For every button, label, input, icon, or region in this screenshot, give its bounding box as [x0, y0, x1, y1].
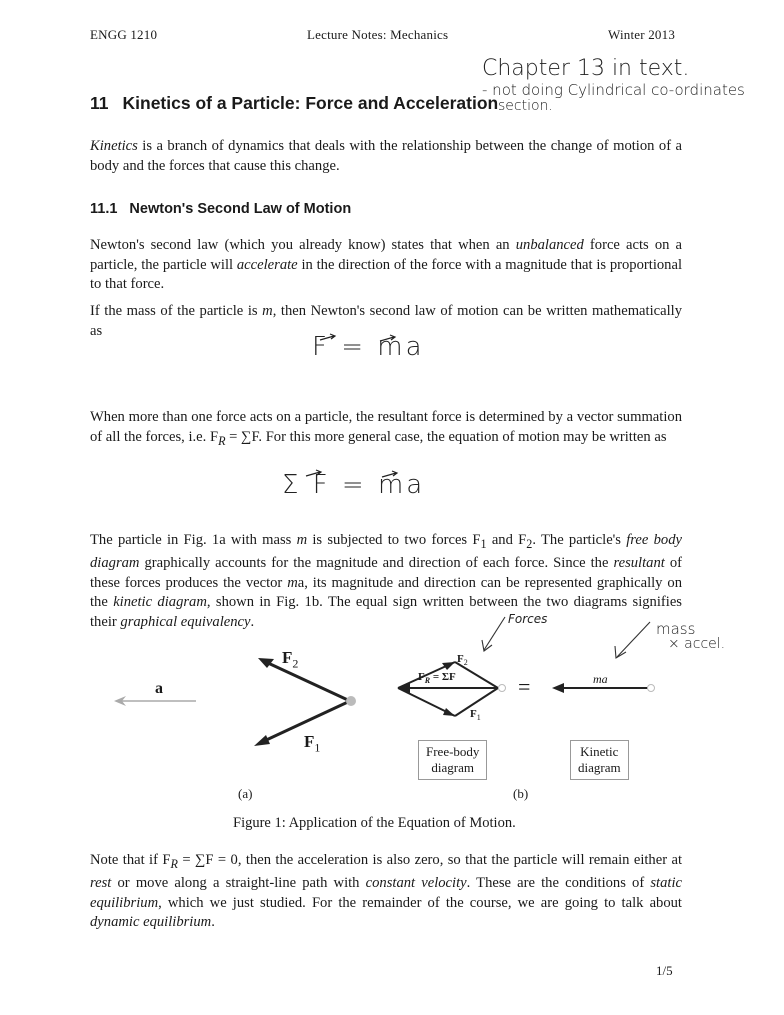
emphasis-free-body-diagram: free body diagram: [90, 532, 682, 572]
subsection-title-text: Newton's Second Law of Motion: [129, 201, 352, 217]
annotation-arrow-mass: [615, 622, 650, 658]
section-title-text: Kinetics of a Particle: Force and Acceleration: [122, 93, 499, 113]
label-f2: [282, 648, 298, 671]
emphasis-kinetic-diagram: kinetic diagram: [113, 594, 207, 611]
subfigure-a-label: (a): [238, 786, 253, 801]
text: . These are the conditions of: [466, 875, 651, 892]
subscript: 1: [314, 740, 321, 755]
force-f1-arrow: [254, 701, 350, 746]
subscript: 2: [526, 536, 533, 551]
text: in the direction of the force with a magnitude that is proportional to that force.: [90, 256, 682, 292]
text: = ∑F. For this more general case, the equation of motion may be written as: [225, 428, 667, 445]
text: , which we just studied. For the remainder of the course, we are going to talk about: [158, 894, 682, 911]
subscript: 2: [292, 656, 299, 671]
text: Note that if F: [90, 852, 171, 868]
fbd-particle: [499, 685, 506, 692]
text: diagram: [431, 760, 475, 775]
handwritten-mass: mass: [656, 620, 696, 638]
text: When more than one force acts on a particle, the resultant force is determined by a vector summation of all the forces, i.e.: [90, 409, 682, 445]
label-fr: [418, 671, 456, 685]
handwritten-note-chapter: Chapter 13 in text.: [482, 56, 690, 81]
text: F: [282, 648, 293, 667]
subscript: 2: [463, 658, 468, 668]
paragraph-equilibrium: [90, 851, 682, 933]
handwritten-forces: Forces: [508, 612, 548, 626]
figure-caption: Figure 1: Application of the Equation of Motion.: [233, 815, 516, 831]
vector-arrows-icon: [304, 468, 414, 482]
subfigure-b-label: (b): [513, 786, 529, 801]
text: of these forces produces the vector: [90, 555, 682, 591]
subscript-r: R: [218, 433, 226, 448]
text: diagram: [578, 760, 621, 775]
text: . The particle's: [532, 532, 627, 548]
header-term: Winter 2013: [608, 27, 676, 42]
subscript-r: R: [170, 856, 178, 871]
intro-paragraph: [90, 137, 682, 176]
text: , shown in Fig. 1b. The equal sign written between the two diagrams signifies their: [90, 594, 682, 630]
handwritten-note-cylindrical: - not doing Cylindrical co-ordinates: [482, 81, 745, 99]
equation-text: F = ma: [312, 332, 425, 362]
variable-m: m: [262, 303, 273, 319]
emphasis-resultant: resultant: [613, 555, 665, 572]
text: .: [250, 613, 255, 630]
label-ma: ma: [593, 672, 608, 686]
force-f2-arrow: [258, 658, 350, 701]
text: Kinetic: [580, 744, 619, 759]
section-number: 11: [90, 93, 109, 113]
text: F: [304, 732, 315, 751]
emphasis-constant-velocity: constant velocity: [365, 875, 467, 892]
subscript: 1: [480, 536, 487, 551]
text: is subjected to two forces F: [307, 532, 481, 548]
subsection-number: 11.1: [90, 201, 118, 217]
text: or move along a straight-line path with: [111, 875, 366, 892]
text: The particle in Fig. 1a with mass: [90, 532, 297, 548]
text: F: [470, 708, 477, 720]
vector-arrows-icon: [318, 332, 398, 346]
kinetic-diagram-label: [570, 740, 629, 780]
figure-1-drawing: [0, 600, 784, 800]
fbd-f1-arrowhead: [443, 708, 455, 716]
free-body-diagram-label: [418, 740, 487, 780]
emphasis-unbalanced: unbalanced: [515, 237, 584, 253]
page-number: 1/5: [656, 963, 673, 978]
emphasis-dynamic-equilibrium: dynamic equilibrium: [90, 914, 212, 931]
particle: [346, 696, 356, 706]
text: , then Newton's second law of motion can be written mathematically as: [90, 303, 683, 339]
text: F: [418, 671, 425, 683]
paragraph-newton-law: [90, 236, 682, 295]
handwritten-accel: × accel.: [668, 636, 726, 652]
emphasis-rest: rest: [90, 875, 112, 892]
text: Newton's second law (which you already know) states that when an: [90, 237, 516, 253]
text: Free-body: [426, 744, 480, 759]
text: force acts on a particle, the particle will: [90, 237, 683, 273]
section-title: [90, 93, 498, 114]
paragraph-resultant: [90, 408, 682, 451]
subsection-title: [90, 201, 351, 217]
header-course: ENGG 1210: [90, 27, 158, 42]
equals-sign: =: [518, 674, 531, 699]
symbol-f: F: [209, 428, 219, 445]
annotation-arrow-forces: [482, 617, 505, 651]
header-title: Lecture Notes: Mechanics: [307, 27, 449, 42]
text: = ∑F = 0, then the acceleration is also zero, so that the particle will remain either at: [177, 852, 682, 868]
equation-text: Σ F = ma: [282, 470, 426, 500]
text: graphically accounts for the magnitude and direction of each force. Since the: [139, 555, 614, 572]
text: If the mass of the particle is: [90, 303, 263, 319]
emphasis-graphical-equivalency: graphical equivalency: [120, 613, 251, 630]
label-a: a: [155, 680, 163, 697]
text: = ΣF: [430, 671, 456, 683]
intro-text: is a branch of dynamics that deals with the relationship between the change of motion of a body and the forces that cause this change.: [90, 138, 682, 174]
term-kinetics: Kinetics: [90, 138, 138, 154]
text: F: [457, 653, 464, 665]
label-fbd-f1: [470, 708, 481, 722]
text: .: [211, 914, 215, 931]
variable-m: m: [296, 532, 308, 548]
text: and F: [486, 532, 527, 548]
text: a, its magnitude and direction can be represented graphically on the: [90, 574, 682, 611]
subscript: 1: [476, 713, 481, 723]
label-fbd-f2: [457, 653, 468, 667]
emphasis-static-equilibrium: static equilibrium: [90, 875, 682, 911]
emphasis-accelerate: accelerate: [236, 256, 298, 273]
handwritten-note-section: section.: [498, 98, 553, 114]
subscript: R: [424, 676, 431, 686]
label-f1: [304, 732, 320, 755]
variable-m: m: [287, 574, 298, 591]
